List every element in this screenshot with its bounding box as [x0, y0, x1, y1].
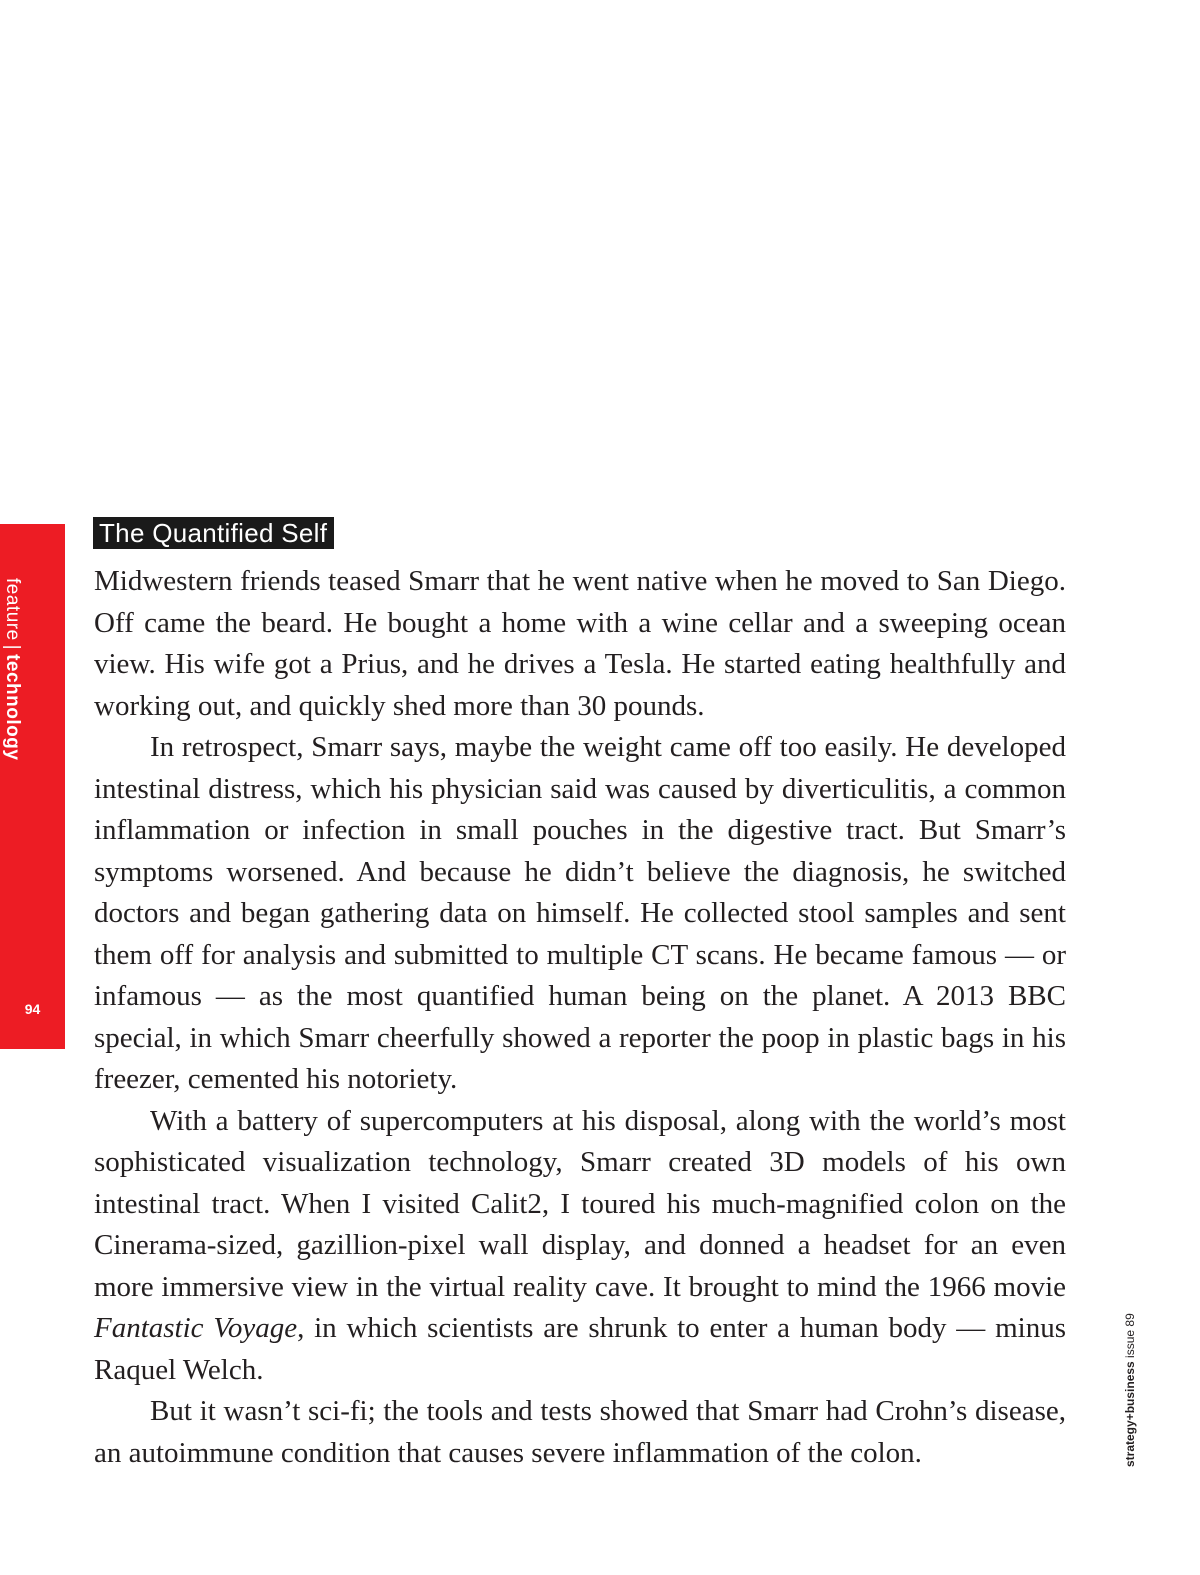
publication-name: strategy+business	[1123, 1361, 1137, 1467]
issue-number: issue 89	[1123, 1313, 1137, 1358]
article-body	[94, 561, 1066, 1474]
section-name: feature	[2, 578, 23, 641]
movie-title: Fantastic Voyage	[94, 1312, 298, 1344]
section-heading: The Quantified Self	[93, 517, 334, 549]
page-number: 94	[24, 1001, 41, 1017]
paragraph-1: Midwestern friends teased Smarr that he went native when he moved to San Diego. Off came the beard. He bought a home with a wine cellar and a sweeping ocean view. His wife got a Prius, and he drives a Tesla. He started eating healthfully and working out, and quickly shed more than 30 pounds.	[94, 565, 1066, 722]
publication-footer	[1123, 1313, 1137, 1467]
paragraph-3-text-after: , in which scientists are shrunk to enter a human body — minus Raquel Welch.	[94, 1312, 1066, 1386]
paragraph-2: In retrospect, Smarr says, maybe the weight came off too easily. He developed intestinal distress, which his physician said was caused by diverticulitis, a common inflammation or infection in small pouches in the digestive tract. But Smarr’s symptoms worsened. And because he didn’t believe the diagnosis, he switched doctors and began gathering data on himself. He collected stool samples and sent them off for analysis and submitted to multiple CT scans. He became famous — or infamous — as the most quantified human being on the planet. A 2013 BBC special, in which Smarr cheerfully showed a reporter the poop in plastic bags in his freezer, cemented his notoriety.	[94, 731, 1066, 1095]
section-topic: technology	[2, 654, 23, 761]
section-separator: |	[2, 644, 23, 651]
paragraph-4: But it wasn’t sci-fi; the tools and tests showed that Smarr had Crohn’s disease, an autoimmune condition that causes severe inflammation of the colon.	[94, 1395, 1066, 1469]
section-label	[1, 578, 23, 760]
paragraph-3	[94, 1101, 1066, 1392]
paragraph-3-text-before: With a battery of supercomputers at his disposal, along with the world’s most sophisticated visualization technology, Smarr created 3D models of his own intestinal tract. When I visited Calit2, I toured his much-magnified colon on the Cinerama-sized, gazillion-pixel wall display, and donned a headset for an even more immersive view in the virtual reality cave. It brought to mind the 1966 movie	[94, 1104, 1066, 1303]
